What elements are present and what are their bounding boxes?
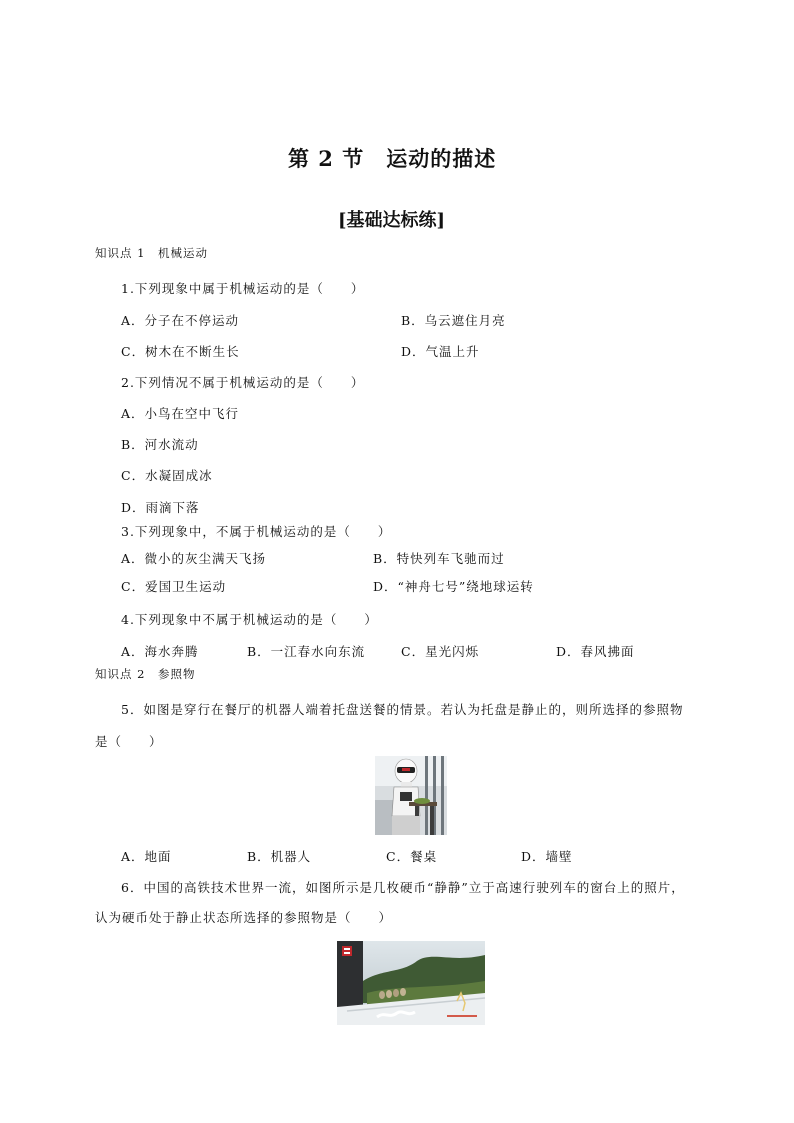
question-3-option-a: A．微小的灰尘满天飞扬 <box>121 551 267 566</box>
question-2-option-d: D．雨滴下落 <box>121 500 200 515</box>
robot-waiter-photo <box>375 756 447 835</box>
knowledge-point-2: 知识点 2 参照物 <box>95 667 196 681</box>
question-5-option-c: C．餐桌 <box>386 849 438 864</box>
question-3-option-d: D．“神舟七号”绕地球运转 <box>373 579 534 594</box>
question-2-stem: 2.下列情况不属于机械运动的是（ ） <box>121 375 365 390</box>
question-2-option-b: B．河水流动 <box>121 437 199 452</box>
question-1-stem: 1.下列现象中属于机械运动的是（ ） <box>121 281 365 296</box>
train-window-coins-photo <box>337 941 485 1025</box>
question-6-stem-line1: 6．中国的高铁技术世界一流，如图所示是几枚硬币“静静”立于高速行驶列车的窗台上的照片， <box>121 880 685 895</box>
question-5-option-d: D．墙壁 <box>521 849 573 864</box>
question-2-option-c: C．水凝固成冰 <box>121 468 213 483</box>
question-1-option-d: D．气温上升 <box>401 344 480 359</box>
question-4-option-c: C．星光闪烁 <box>401 644 480 659</box>
question-3-option-b: B．特快列车飞驰而过 <box>373 551 505 566</box>
question-5-option-b: B．机器人 <box>247 849 312 864</box>
question-2-option-a: A．小鸟在空中飞行 <box>121 406 240 421</box>
section-heading: [基础达标练] <box>338 210 446 231</box>
question-4-stem: 4.下列现象中不属于机械运动的是（ ） <box>121 612 378 627</box>
question-1-option-b: B．乌云遮住月亮 <box>401 313 506 328</box>
question-1-option-a: A．分子在不停运动 <box>121 313 240 328</box>
question-4-option-b: B．一江春水向东流 <box>247 644 366 659</box>
question-6-stem-line2: 认为硬币处于静止状态所选择的参照物是（ ） <box>95 910 393 925</box>
page-title: 第 2 节 运动的描述 <box>288 146 497 171</box>
question-4-option-d: D．春风拂面 <box>556 644 635 659</box>
question-5-option-a: A．地面 <box>121 849 172 864</box>
question-3-option-c: C．爱国卫生运动 <box>121 579 227 594</box>
knowledge-point-1: 知识点 1 机械运动 <box>95 246 208 260</box>
question-4-option-a: A．海水奔腾 <box>121 644 199 659</box>
question-5-stem-line1: 5．如图是穿行在餐厅的机器人端着托盘送餐的情景。若认为托盘是静止的，则所选择的参照物 <box>121 702 684 717</box>
question-1-option-c: C．树木在不断生长 <box>121 344 240 359</box>
question-5-stem-line2: 是（ ） <box>95 734 163 749</box>
question-3-stem: 3.下列现象中，不属于机械运动的是（ ） <box>121 524 392 539</box>
